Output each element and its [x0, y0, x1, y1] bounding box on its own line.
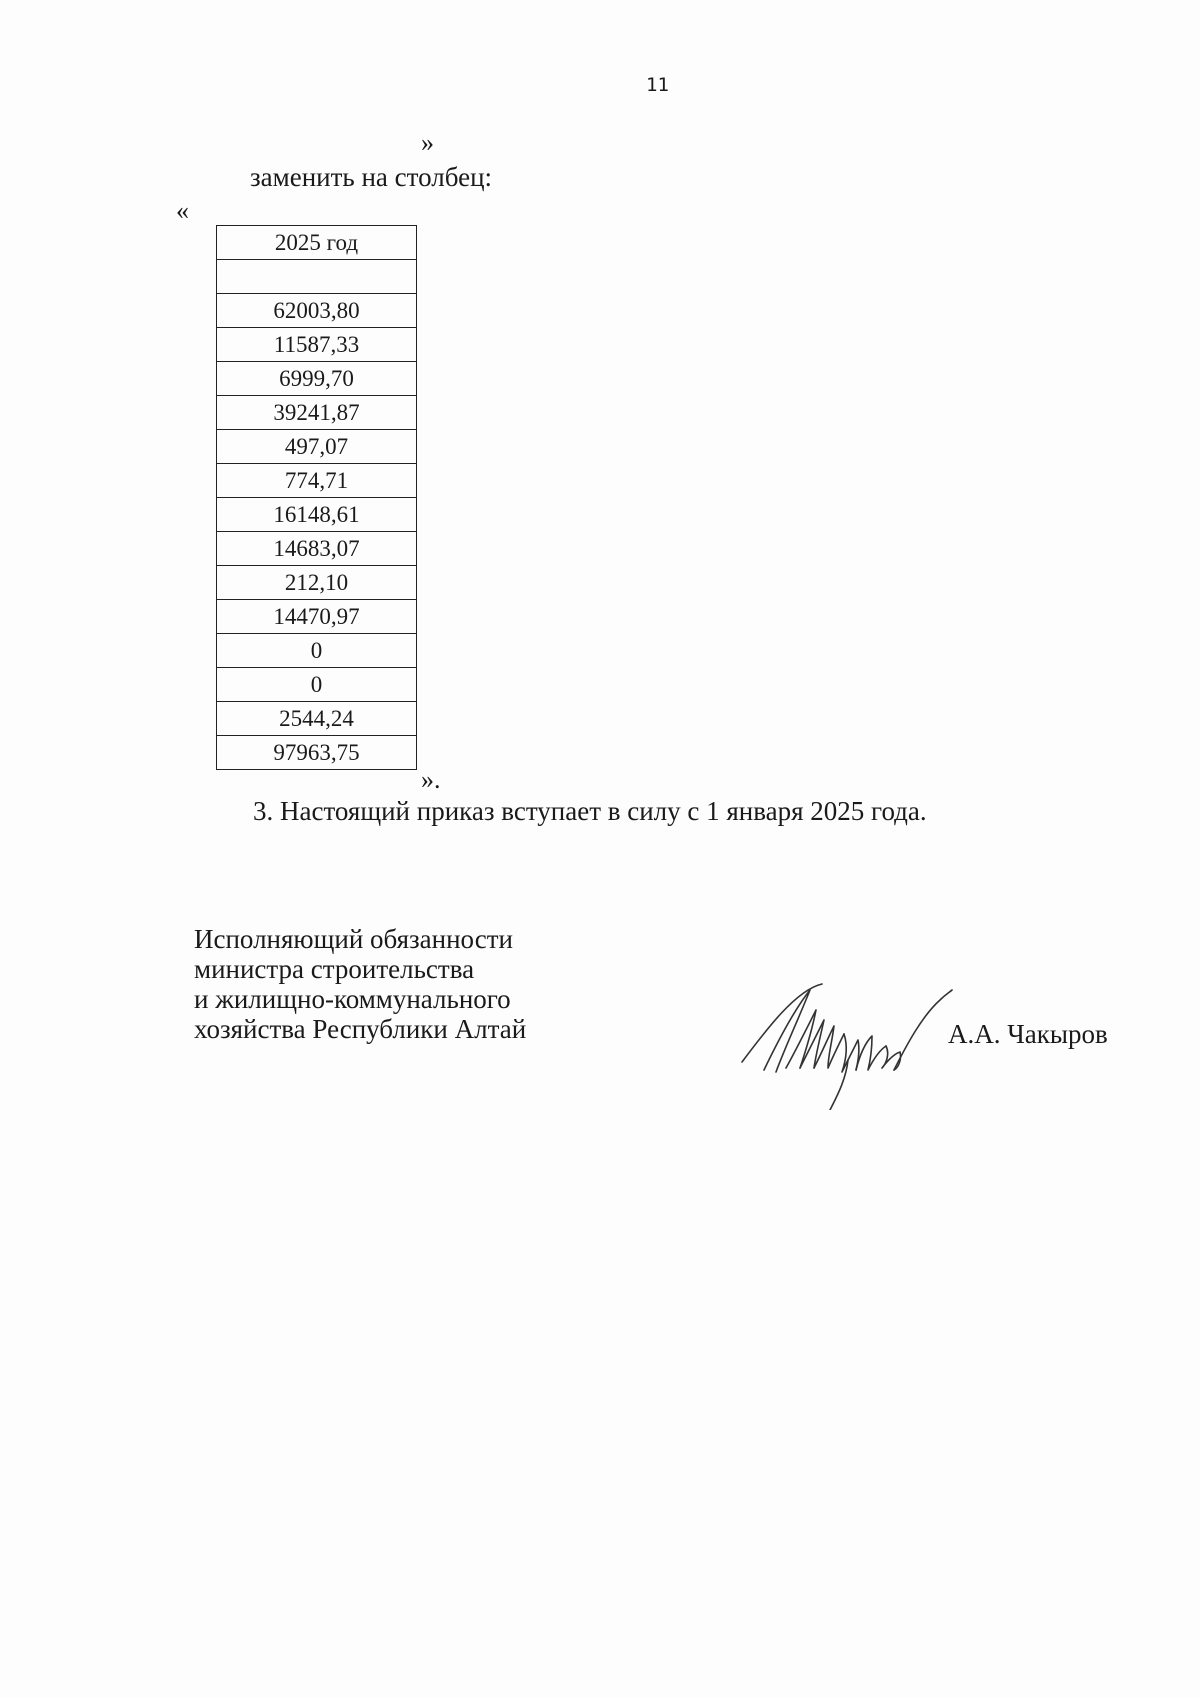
table-row: [217, 260, 417, 294]
table-row: [217, 498, 417, 532]
signer-title-line: министра строительства: [194, 954, 475, 984]
table-row: [217, 634, 417, 668]
signer-name: А.А. Чакыров: [948, 1019, 1108, 1049]
order-effective-date-text: 3. Настоящий приказ вступает в силу с 1 января 2025 года.: [253, 796, 927, 826]
table-cell: 6999,70: [217, 362, 417, 396]
table-row: [217, 600, 417, 634]
table-cell: 0: [217, 634, 417, 668]
closing-quote-mark-bottom: ».: [421, 765, 441, 794]
table-row: [217, 362, 417, 396]
table-cell: 2544,24: [217, 702, 417, 736]
table-row: [217, 294, 417, 328]
replace-instruction-text: заменить на столбец:: [250, 162, 493, 192]
table-cell: 97963,75: [217, 736, 417, 770]
signer-title-line: хозяйства Республики Алтай: [194, 1014, 527, 1044]
values-table: [216, 225, 417, 770]
table-cell: 0: [217, 668, 417, 702]
table-cell: 14470,97: [217, 600, 417, 634]
handwritten-signature: [736, 950, 976, 1110]
table-cell: 11587,33: [217, 328, 417, 362]
table-cell: [217, 260, 417, 294]
signer-title: [194, 924, 526, 1044]
table-row: [217, 566, 417, 600]
signer-title-line: Исполняющий обязанности: [194, 924, 513, 954]
table-row: [217, 668, 417, 702]
table-row: [217, 464, 417, 498]
table-row: [217, 328, 417, 362]
table-row: [217, 736, 417, 770]
table-cell: 774,71: [217, 464, 417, 498]
table-cell: 62003,80: [217, 294, 417, 328]
table-row: [217, 430, 417, 464]
table-cell: 497,07: [217, 430, 417, 464]
page-number: 11: [646, 74, 669, 96]
table-row: [217, 702, 417, 736]
table-cell: 14683,07: [217, 532, 417, 566]
table-row: [217, 396, 417, 430]
opening-quote-mark: «: [176, 196, 189, 225]
signer-title-line: и жилищно-коммунального: [194, 984, 511, 1014]
closing-quote-mark: »: [421, 128, 434, 157]
table-header-cell: 2025 год: [217, 226, 417, 260]
table-header-row: [217, 226, 417, 260]
table-row: [217, 532, 417, 566]
table-cell: 39241,87: [217, 396, 417, 430]
table-cell: 212,10: [217, 566, 417, 600]
table-cell: 16148,61: [217, 498, 417, 532]
